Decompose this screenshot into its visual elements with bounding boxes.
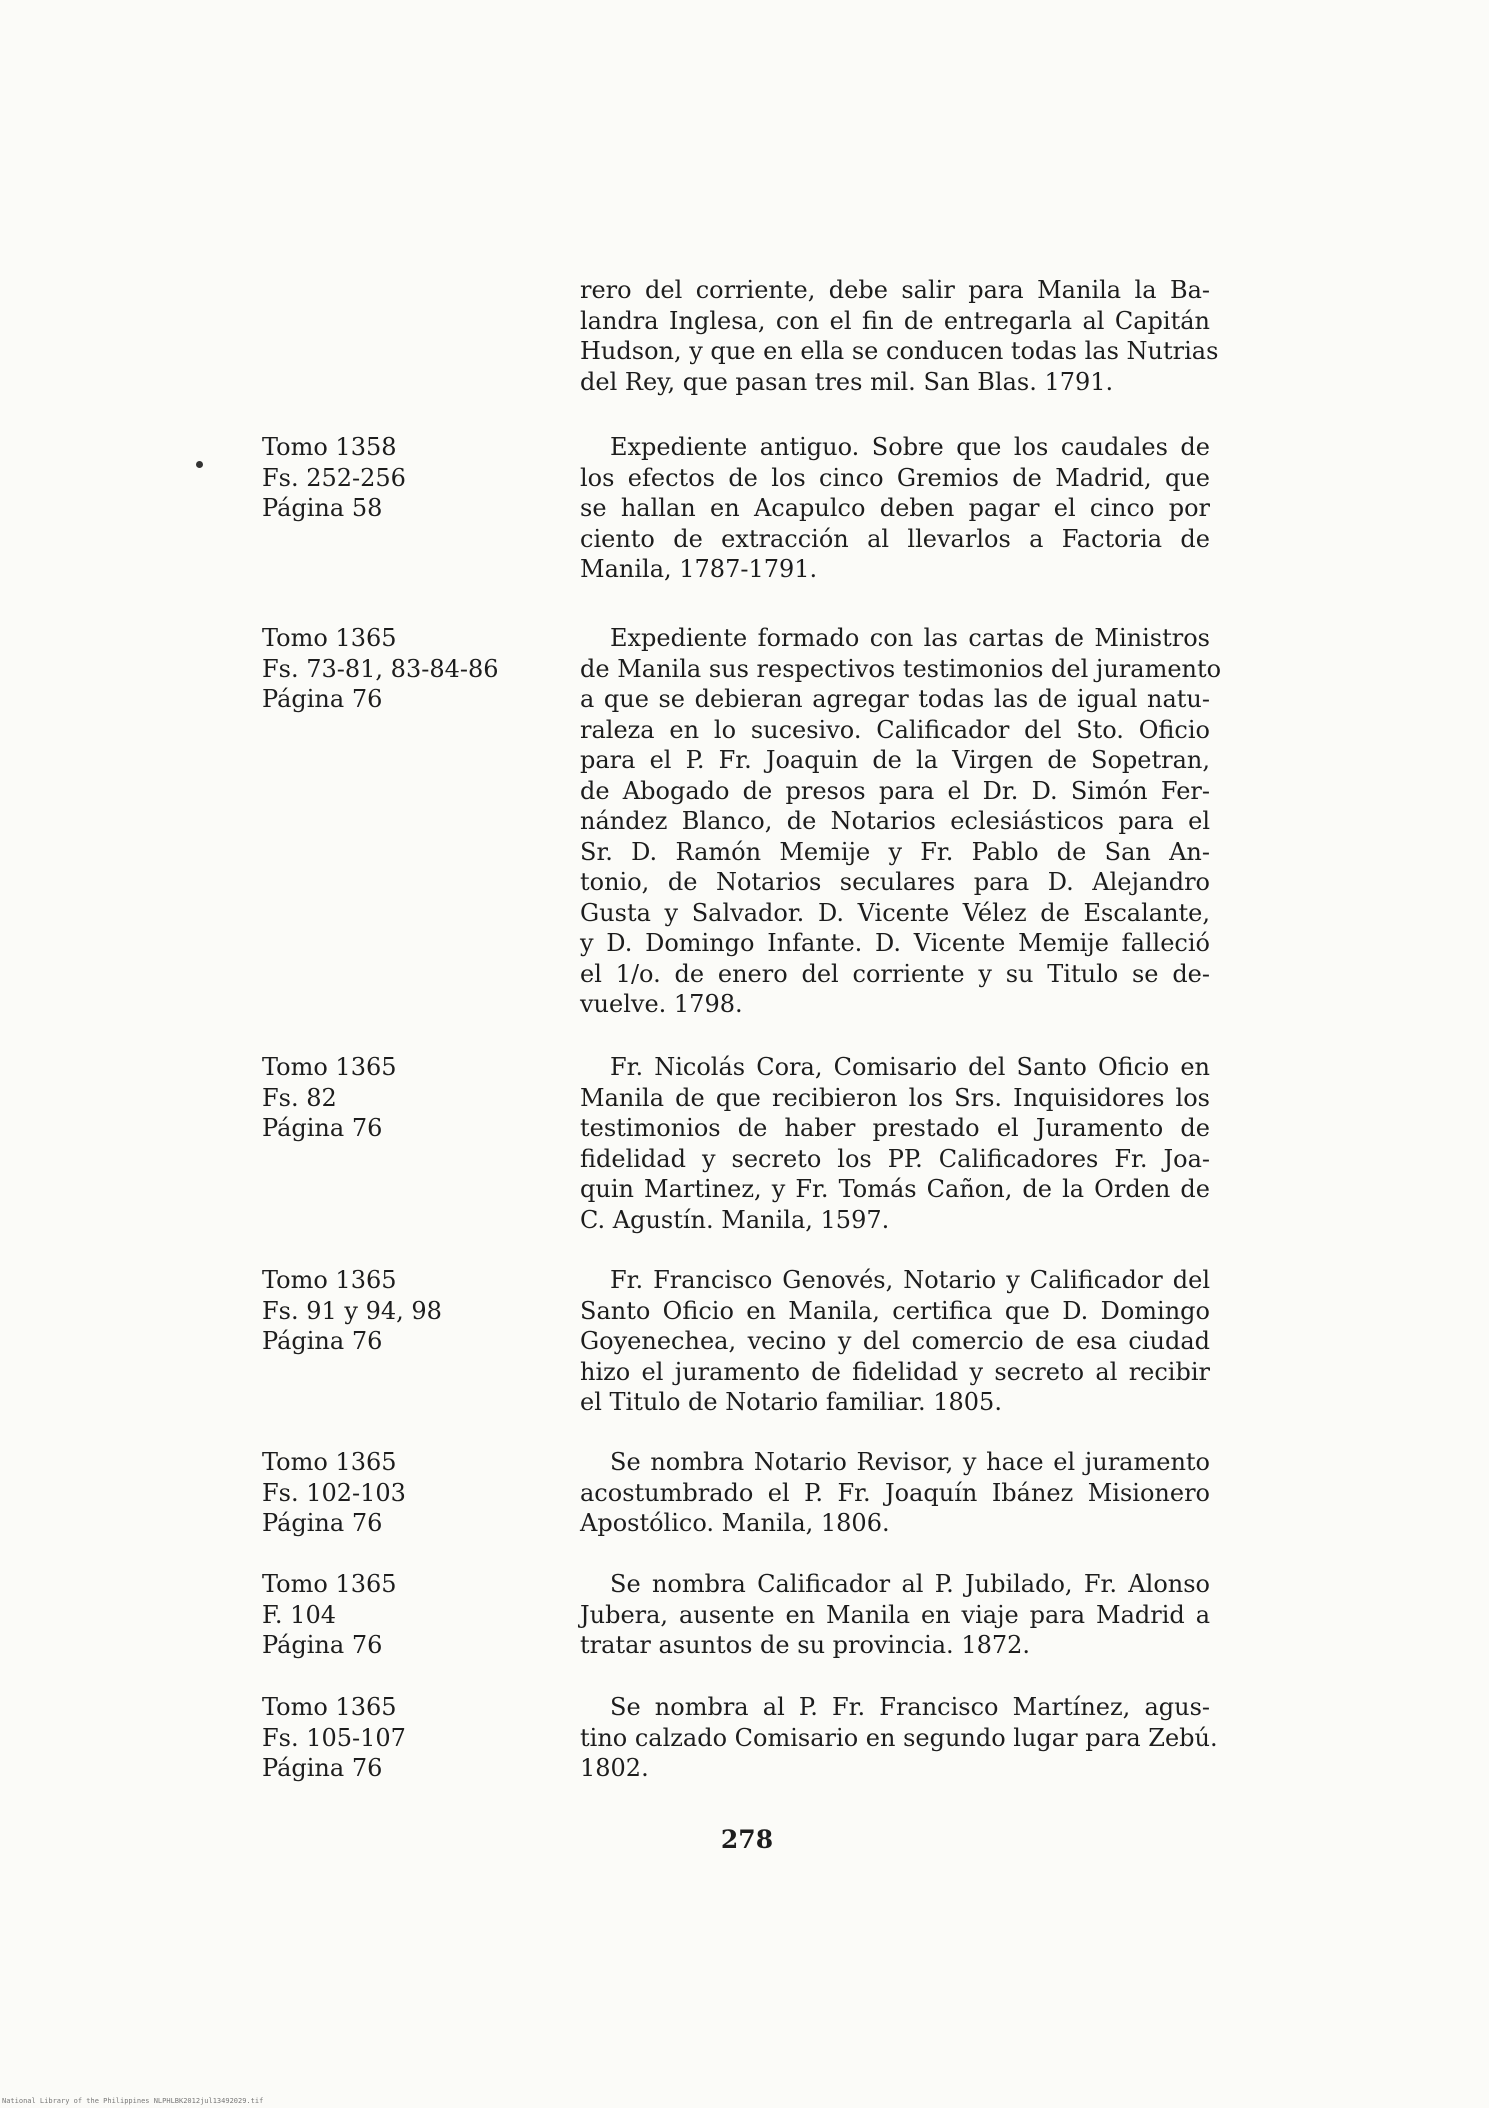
text-line: Se nombra Notario Revisor, y hace el juramento (610, 1448, 1210, 1476)
folios-label: F. 104 (262, 1600, 336, 1629)
text-line: de Manila sus respectivos testimonios del juramento (580, 654, 1222, 683)
text-line: el Titulo de Notario familiar. 1805. (580, 1388, 1002, 1416)
tomo-label: Tomo 1365 (262, 1053, 397, 1081)
entry-description (580, 623, 1222, 1020)
text-line: vuelve. 1798. (580, 990, 743, 1018)
text-line: se hallan en Acapulco deben pagar el cinco por (580, 494, 1210, 522)
text-line: rero del corriente, debe salir para Manila la Ba- (580, 276, 1210, 304)
tomo-label: Tomo 1365 (262, 1266, 397, 1294)
text-line: ciento de extracción al llevarlos a Factoria de (580, 524, 1210, 553)
text-line: Santo Oficio en Manila, certifica que D. Domingo (580, 1296, 1210, 1325)
text-line: Goyenechea, vecino y del comercio de esa ciudad (580, 1327, 1210, 1355)
entry-description (580, 1447, 1210, 1539)
entry-description (580, 1052, 1210, 1235)
pagina-label: Página 76 (262, 1631, 383, 1659)
entry-reference (262, 1692, 522, 1784)
text-line: Se nombra al P. Fr. Francisco Martínez, agus- (610, 1693, 1210, 1721)
tomo-label: Tomo 1365 (262, 1693, 397, 1721)
text-line: raleza en lo sucesivo. Calificador del Sto. Oficio (580, 715, 1210, 744)
entry-reference (262, 432, 522, 524)
text-line: y D. Domingo Infante. D. Vicente Memije falleció (580, 929, 1210, 957)
entry-reference (262, 1265, 522, 1357)
text-line: C. Agustín. Manila, 1597. (580, 1205, 890, 1234)
text-line: Fr. Francisco Genovés, Notario y Calificador del (610, 1266, 1210, 1294)
folios-label: Fs. 91 y 94, 98 (262, 1296, 442, 1325)
entry-reference (262, 1052, 522, 1144)
text-line: para el P. Fr. Joaquin de la Virgen de Sopetran, (580, 746, 1210, 774)
text-line: 1802. (580, 1754, 649, 1782)
entry-reference (262, 623, 522, 715)
text-line: Jubera, ausente en Manila en viaje para Madrid a (580, 1600, 1210, 1629)
folios-label: Fs. 105-107 (262, 1723, 406, 1752)
text-line: Expediente formado con las cartas de Ministros (610, 624, 1210, 652)
scan-footer: National Library of the Philippines NLPHLBK2012jul13492029.tif (2, 2097, 264, 2105)
tomo-label: Tomo 1358 (262, 433, 397, 461)
page-number: 278 (720, 1825, 774, 1854)
entry-reference (262, 1569, 522, 1661)
text-line: tonio, de Notarios seculares para D. Alejandro (580, 868, 1210, 896)
text-line: de Abogado de presos para el Dr. D. Simón Fer- (580, 776, 1210, 805)
text-line: el 1/o. de enero del corriente y su Titulo se de- (580, 959, 1210, 988)
entry-reference (262, 1447, 522, 1539)
text-line: los efectos de los cinco Gremios de Madrid, que (580, 463, 1210, 492)
folios-label: Fs. 82 (262, 1083, 337, 1112)
entry-description (580, 432, 1210, 585)
text-line: Apostólico. Manila, 1806. (580, 1509, 890, 1537)
text-line: Manila, 1787-1791. (580, 555, 818, 583)
text-line: Fr. Nicolás Cora, Comisario del Santo Oficio en (610, 1053, 1210, 1081)
pagina-label: Página 76 (262, 1327, 383, 1355)
text-line: quin Martinez, y Fr. Tomás Cañon, de la Orden de (580, 1175, 1210, 1203)
tomo-label: Tomo 1365 (262, 1570, 397, 1598)
text-line: Manila de que recibieron los Srs. Inquisidores los (580, 1083, 1210, 1112)
intro-paragraph (580, 275, 1219, 397)
text-line: hizo el juramento de fidelidad y secreto al recibir (580, 1357, 1210, 1386)
tomo-label: Tomo 1365 (262, 1448, 397, 1476)
text-line: tino calzado Comisario en segundo lugar para Zebú. (580, 1723, 1218, 1752)
entry-description (580, 1692, 1218, 1784)
text-line: fidelidad y secreto los PP. Calificadores Fr. Joa- (580, 1144, 1210, 1173)
pagina-label: Página 76 (262, 1114, 383, 1142)
text-line: testimonios de haber prestado el Juramento de (580, 1114, 1210, 1142)
pagina-label: Página 76 (262, 1754, 383, 1782)
pagina-label: Página 58 (262, 494, 383, 522)
text-line: Se nombra Calificador al P. Jubilado, Fr. Alonso (610, 1570, 1210, 1598)
text-line: a que se debieran agregar todas las de igual natu- (580, 685, 1210, 713)
margin-dot (196, 461, 203, 468)
entry-description (580, 1265, 1210, 1418)
text-line: acostumbrado el P. Fr. Joaquín Ibánez Misionero (580, 1478, 1210, 1507)
folios-label: Fs. 252-256 (262, 463, 406, 492)
text-line: del Rey, que pasan tres mil. San Blas. 1791. (580, 367, 1114, 396)
text-line: Hudson, y que en ella se conducen todas las Nutrias (580, 337, 1219, 365)
text-line: Expediente antiguo. Sobre que los caudales de (610, 433, 1210, 461)
pagina-label: Página 76 (262, 1509, 383, 1537)
pagina-label: Página 76 (262, 685, 383, 713)
tomo-label: Tomo 1365 (262, 624, 397, 652)
folios-label: Fs. 73-81, 83-84-86 (262, 654, 499, 683)
text-line: tratar asuntos de su provincia. 1872. (580, 1631, 1031, 1659)
folios-label: Fs. 102-103 (262, 1478, 406, 1507)
text-line: nández Blanco, de Notarios eclesiásticos para el (580, 807, 1210, 835)
entry-description (580, 1569, 1210, 1661)
text-line: Gusta y Salvador. D. Vicente Vélez de Escalante, (580, 898, 1210, 927)
text-line: Sr. D. Ramón Memije y Fr. Pablo de San An- (580, 837, 1210, 866)
text-line: landra Inglesa, con el fin de entregarla al Capitán (580, 306, 1210, 335)
